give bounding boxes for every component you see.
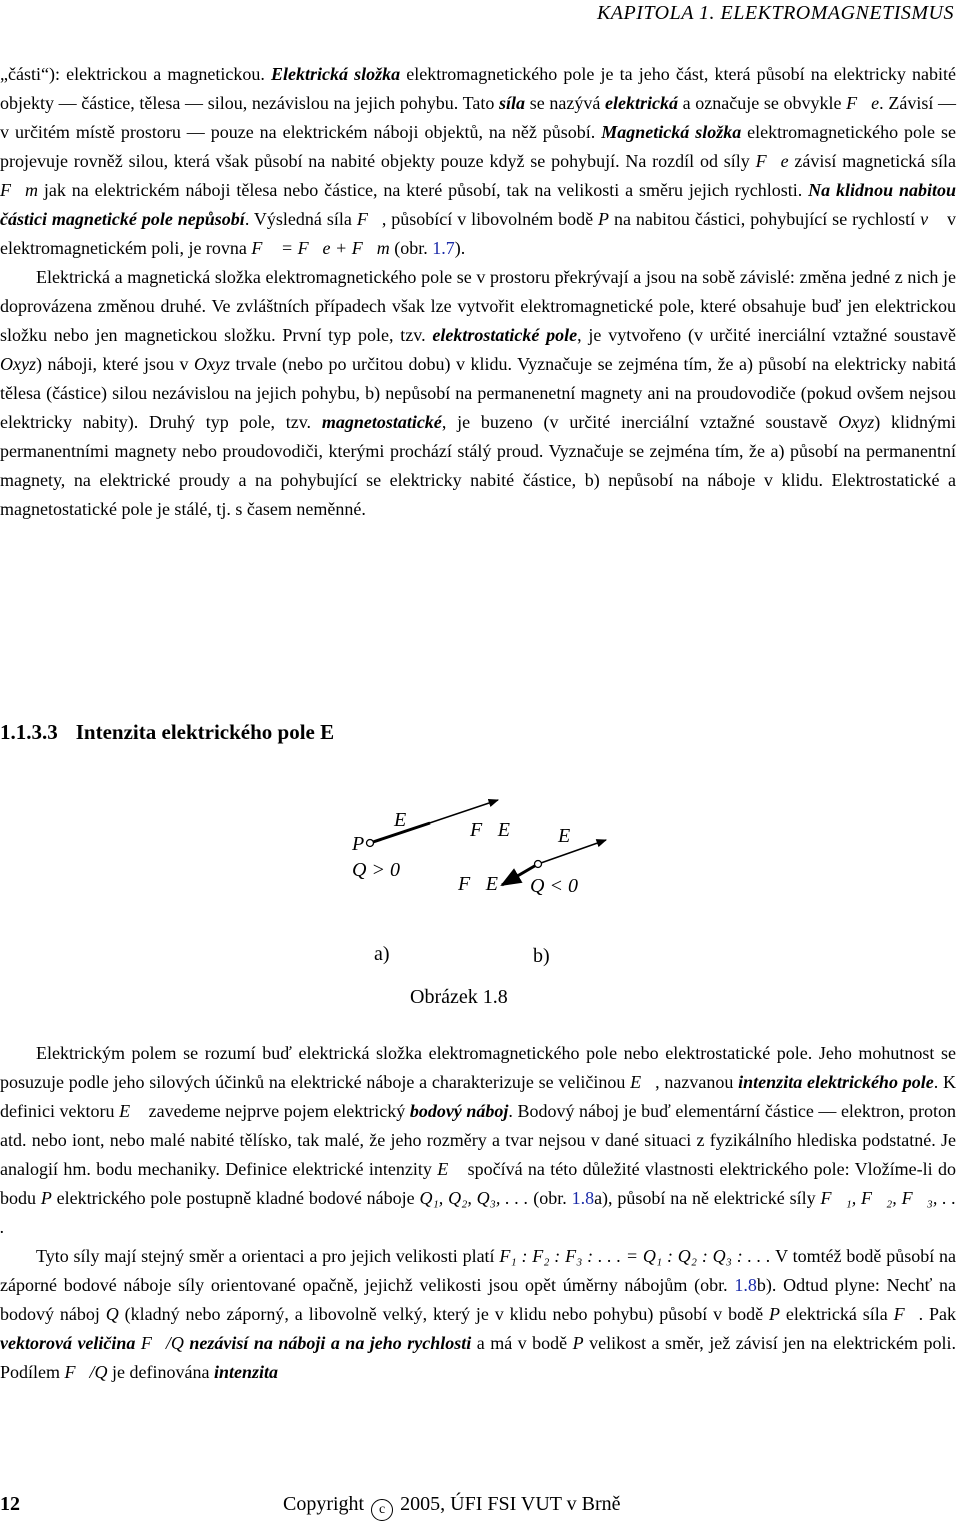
text: elektrická síla [779,1304,894,1324]
text: jak na elektrickém náboji tělesa nebo částice, na které působí, tak na velikosti a směru jejich rychlosti. [38,180,809,200]
charge-point-b [535,861,542,868]
math-ratio: F₁ : F₂ : F₃ : . . . = Q₁ : Q₂ : Q₃ : . . . [499,1246,771,1266]
text: . Bodový náboj je buď elementární částice — elektron, proton atd. nebo iont, nebo malé nabité tělísko, tak malé, že jeho rozměry a tvar nejsou v dané situaci z fyzikálního hlediska podstatné. Je analogií hm. bodu mechaniky. Definice elektrické intenzity [0,1101,956,1179]
text: , působící v libovolném bodě [381,209,599,229]
term-intensity: intenzita [213,1362,278,1382]
text: a označuje se obvykle [677,93,847,113]
text: je definována [107,1362,214,1382]
charge-point-a [367,840,374,847]
figure-reference-link[interactable]: 1.8 [571,1188,595,1208]
term-independent: nezávisí na náboji a na jeho rychlosti [189,1333,472,1353]
label-fe-top: F⃗E [470,819,510,841]
text: (kladný nebo záporný, a libovolně velký, který je v klidu nebo pohybu) působí v bodě [118,1304,769,1324]
math-f-over-q: F⃗/Q [135,1333,190,1353]
label-p: P [352,833,365,855]
math-f-over-q: F⃗/Q [64,1362,108,1382]
paragraph-3 [0,1039,956,1387]
term-magnetic-component: Magnetická složka [601,122,742,142]
text: ). [454,238,466,258]
text: se nazývá [525,93,605,113]
page-number: 12 [0,1493,20,1515]
term-electric: elektrická [604,93,678,113]
term-statement: Na klidnou nabitou částici magnetické pole nepůsobí [0,180,956,229]
text: , je buzeno (v určité inerciální vztažné soustavě [441,412,839,432]
math-p: P [572,1333,584,1353]
text: na nabitou částici, pohybující se rychlostí [609,209,921,229]
text: spočívá na této důležité vlastnosti elektrického pole: Vložíme-li do bodu [0,1159,956,1208]
text: ) klidnými permanentními magnety nebo proudovodiči, kterými prochází stálý proud. Vyznačuje se zejména tím, že a) působí na permanentní magnety, na elektrické proudy a na pohybující se elektricky nabité částice, b) nepůsobí na náboje v klidu. Elektrostatické a magnetostatické pole je stálé, tj. s časem neměnné. [0,412,956,519]
math-fe: F⃗e [846,93,880,113]
text: . Výsledná síla [244,209,357,229]
math-oxyz: Oxyz [0,354,36,374]
math-charges: Q₁, Q₂, Q₃, . . . [419,1188,529,1208]
text: a má v bodě [471,1333,573,1353]
term-point-charge: bodový náboj [409,1101,509,1121]
math-p: P [598,209,610,229]
math-oxyz: Oxyz [193,354,230,374]
text: , je vytvořeno (v určité inerciální vztažné soustavě [577,325,957,345]
text: Elektrická a magnetická složka elektromagnetického pole se v prostoru překrývají a jsou na sobě závislé: změna jedné z nich je doprovázena změnou druhé. Ve zvláštních případech však lze vytvořit elektromagnetické pole, které obsahuje buď jen elektrickou složku nebo jen magnetickou složku. První typ pole, tzv. [0,267,956,345]
text: V tomtéž bodě působí na záporné bodové náboje síly orientované opačně, jejichž velikosti jsou opět úměrny nábojům (obr. [0,1246,956,1295]
copyright-word: Copyright [283,1493,365,1515]
math-equation: F⃗ = F⃗e + F⃗m [251,238,390,258]
text: b). Odtud plyne: Nechť na bodový náboj [0,1275,956,1324]
figure-caption: Obrázek 1.8 [410,986,508,1008]
text: . K definici vektoru [0,1072,956,1121]
text: elektrického pole postupně kladné bodové náboje [51,1188,420,1208]
running-header: KAPITOLA 1. ELEKTROMAGNETISMUS [596,2,954,24]
figure-reference-link[interactable]: 1.7 [432,238,455,258]
text: elektromagnetického pole je ta jeho část, která působí na elektricky nabité objekty — částice, tělesa — silou, nezávislou na jejich pohybu. Tato [0,64,956,113]
label-q-positive: Q > 0 [352,859,400,881]
math-e: E⃗ [630,1072,656,1092]
text: . Závisí — v určitém místě prostoru — pouze na elektrickém náboji objektů, na něž působí. [0,93,956,142]
text: velikost a směr, jež závisí jen na elektrickém poli. Podílem [0,1333,957,1382]
text: závisí magnetická síla [788,151,956,171]
section-heading [0,720,350,745]
math-f: F⃗ [356,209,382,229]
term-electric-component: Elektrická složka [270,64,401,84]
text: „části“): elektrickou a magnetickou. [0,64,271,84]
term-magnetostatic: magnetostatické [321,412,442,432]
text: , nazvanou [655,1072,739,1092]
copyright-icon: c [371,1499,393,1521]
label-b: b) [533,945,550,967]
label-fe-bottom: F⃗E [458,873,498,895]
text: Elektrickým polem se rozumí buď elektrická složka elektromagnetického pole nebo elektrostatické pole. Jeho mohutnost se posuzuje podle jeho silových účinků na elektrické náboje a charakterizuje se veličinou [0,1043,956,1092]
copyright-footer [283,1493,621,1521]
paragraph-1 [0,60,956,524]
figure-reference-link[interactable]: 1.8 [734,1275,757,1295]
label-e-a: E⃗ [394,809,422,831]
math-e: E⃗ [437,1159,463,1179]
math-fm: F⃗m [0,180,38,200]
math-fe: F⃗e [755,151,789,171]
text: zavedeme nejprve pojem elektrický [144,1101,410,1121]
label-a: a) [374,943,390,965]
math-p: P [768,1304,780,1324]
text: . Pak [918,1304,957,1324]
math-p: P [40,1188,52,1208]
text: ) náboji, které jsou v [35,354,194,374]
section-title: Intenzita elektrického pole E⃗ [75,720,351,744]
math-q: Q [105,1304,119,1324]
section-number: 1.1.3.3 [0,720,58,744]
math-e: E⃗ [119,1101,145,1121]
math-f: F⃗ [893,1304,919,1324]
text: (obr. [389,238,433,258]
term-field-intensity: intenzita elektrického pole [738,1072,934,1092]
math-forces: F⃗₁, F⃗₂, F⃗₃, . . . [0,1188,957,1237]
text: (obr. [528,1188,572,1208]
text: elektromagnetického pole se projevuje rovněž silou, která však působí na nabité objekty pouze když se pohybují. Na rozdíl od síly [0,122,956,171]
term-vector-quantity: vektorová veličina [0,1333,136,1353]
figure-1-8 [330,790,630,1020]
text: Tyto síly mají stejný směr a orientaci a pro jejich velikosti platí [36,1246,500,1266]
copyright-text: 2005, ÚFI FSI VUT v Brně [400,1493,621,1515]
text: trvale (nebo po určitou dobu) v klidu. Vyznačuje se zejména tím, že a) působí na elektricky nabitá tělesa (částice) silou nezávislou na jejich pohybu, b) nepůsobí na permanenetní magnety ani na proudovodiče (pokud ovšem nejsou elektricky nabity). Druhý typ pole, tzv. [0,354,956,432]
text: v elektromagnetickém poli, je rovna [0,209,957,258]
math-oxyz: Oxyz [838,412,875,432]
term-force: síla [499,93,526,113]
label-q-negative: Q < 0 [530,875,578,897]
text: a), působí na ně elektrické síly [594,1188,821,1208]
term-electrostatic-field: elektrostatické pole [432,325,578,345]
math-v: v⃗ [920,209,943,229]
label-e-b: E⃗ [558,825,586,847]
